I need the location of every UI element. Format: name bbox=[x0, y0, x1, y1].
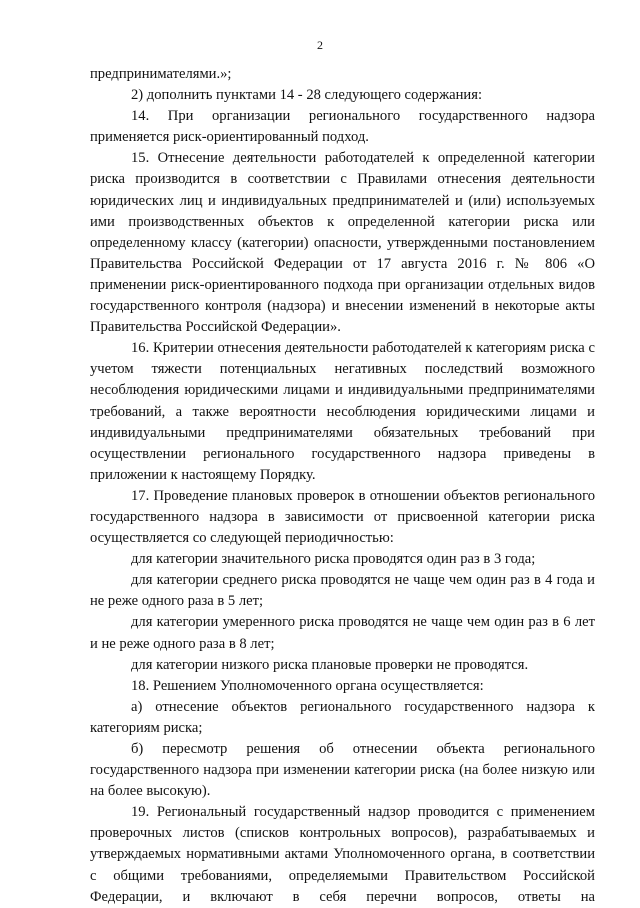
page-number: 2 bbox=[317, 38, 323, 52]
paragraph-15: 15. Отнесение деятельности работодателей к определенной категории риска производится в соответствии с Правилами отнесения деятельности юридических лиц и индивидуальных предпринимателей и (или) используемых ими производственных объектов к определенной категории риска или определенному классу (категории) опасности, утвержденными постановлением Правительства Российской Федерации от 17 августа 2016 г. № 806 «О применении риск-ориентированного подхода при организации отдельных видов государственного контроля (надзора) и внесении изменений в некоторые акты Правительства Российской Федерации». bbox=[90, 150, 595, 336]
document-body bbox=[90, 64, 595, 908]
paragraph-17-moderate-risk: для категории умеренного риска проводятся не чаще чем один раз в 6 лет и не реже одного раза в 8 лет; bbox=[90, 614, 595, 652]
paragraph-18: 18. Решением Уполномоченного органа осуществляется: bbox=[131, 677, 484, 694]
paragraph-17-significant-risk: для категории значительного риска проводятся один раз в 3 года; bbox=[131, 551, 536, 568]
paragraph-18-a: а) отнесение объектов регионального государственного надзора к категориям риска; bbox=[90, 698, 595, 736]
paragraph-continuation: предпринимателями.»; bbox=[90, 66, 232, 82]
paragraph-17: 17. Проведение плановых проверок в отношении объектов регионального государственного надзора в зависимости от присвоенной категории риска осуществляется со следующей периодичностью: bbox=[90, 487, 595, 547]
paragraph-17-medium-risk: для категории среднего риска проводятся не чаще чем один раз в 4 года и не реже одного раза в 5 лет; bbox=[90, 572, 595, 610]
paragraph-16: 16. Критерии отнесения деятельности работодателей к категориям риска с учетом тяжести потенциальных негативных последствий возможного несоблюдения юридическими лицами и индивидуальными предпринимателями требований, а также вероятности несоблюдения юридическими лицами и индивидуальными предпринимателями обязательных требований при осуществлении регионального государственного надзора приведены в приложении к настоящему Порядку. bbox=[90, 340, 595, 483]
paragraph-amendment-2: 2) дополнить пунктами 14 - 28 следующего содержания: bbox=[131, 87, 483, 104]
paragraph-19: 19. Региональный государственный надзор проводится с применением проверочных листов (списков контрольных вопросов), разрабатываемых и утверждаемых нормативными актами Уполномоченного органа, в соответствии с общими требованиями, определяемыми Правительством Российской Федерации, и включают в себя перечни вопросов, ответы на bbox=[90, 804, 595, 905]
paragraph-14: 14. При организации регионального государственного надзора применяется риск-ориентированный подход. bbox=[90, 108, 595, 146]
paragraph-17-low-risk: для категории низкого риска плановые проверки не проводятся. bbox=[131, 656, 529, 673]
paragraph-18-b: б) пересмотр решения об отнесении объекта регионального государственного надзора при изменении категории риска (на более низкую или на более высокую). bbox=[90, 741, 595, 800]
